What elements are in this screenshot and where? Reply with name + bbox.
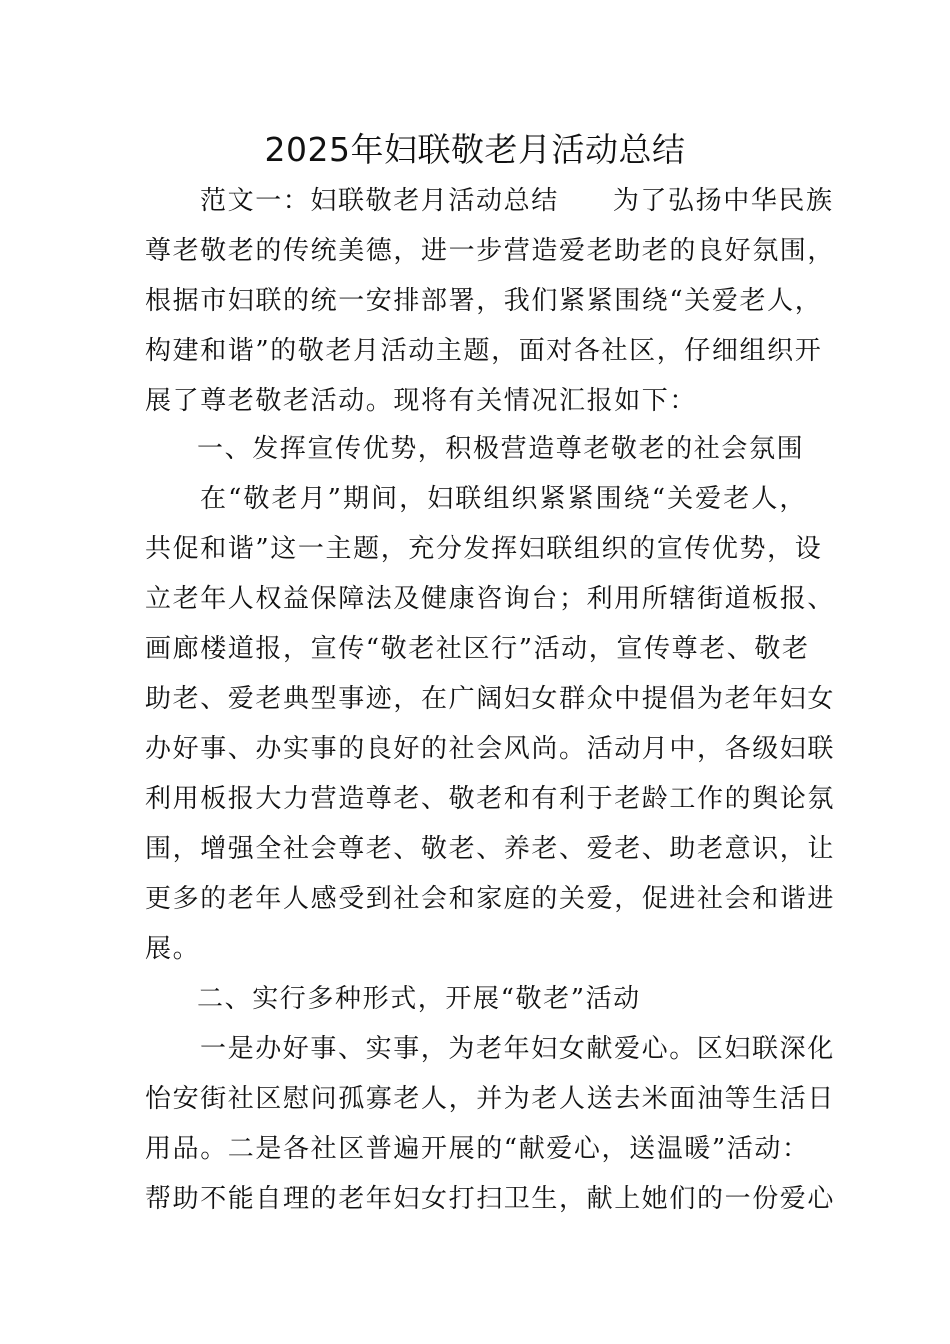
paragraph-line: 展了尊老敬老活动。现将有关情况汇报如下：: [145, 386, 698, 416]
document-title: 2025年妇联敬老月活动总结: [264, 130, 686, 169]
paragraph-line: 围，增强全社会尊老、敬老、养老、爱老、助老意识，让: [145, 834, 836, 864]
paragraph-line: 立老年人权益保障法及健康咨询台；利用所辖街道板报、: [145, 584, 836, 614]
paragraph-line: 利用板报大力营造尊老、敬老和有利于老龄工作的舆论氛: [145, 784, 836, 814]
paragraph-line: 一是办好事、实事，为老年妇女献爱心。区妇联深化: [200, 1034, 835, 1064]
sample-heading: 范文一：妇联敬老月活动总结: [200, 186, 559, 216]
section-heading: 二、实行多种形式，开展“敬老”活动: [197, 984, 641, 1014]
paragraph-line: 助老、爱老典型事迹，在广阔妇女群众中提倡为老年妇女: [145, 684, 836, 714]
paragraph-line: 在“敬老月”期间，妇联组织紧紧围绕“关爱老人，: [200, 484, 807, 514]
paragraph-line: 共促和谐”这一主题，充分发挥妇联组织的宣传优势，设: [145, 534, 823, 564]
paragraph-line: 办好事、办实事的良好的社会风尚。活动月中，各级妇联: [145, 734, 836, 764]
paragraph-line: 展。: [145, 934, 201, 964]
paragraph-text: 为了弘扬中华民族: [612, 186, 834, 216]
paragraph-line: 根据市妇联的统一安排部署，我们紧紧围绕“关爱老人，: [145, 286, 823, 316]
paragraph-line: 画廊楼道报，宣传“敬老社区行”活动，宣传尊老、敬老: [145, 634, 810, 664]
paragraph-line: 用品。二是各社区普遍开展的“献爱心，送温暖”活动：: [145, 1134, 810, 1164]
paragraph-line: 尊老敬老的传统美德，进一步营造爱老助老的良好氛围，: [145, 236, 836, 266]
paragraph-line: [200, 184, 834, 218]
paragraph-line: 帮助不能自理的老年妇女打扫卫生，献上她们的一份爱心: [145, 1184, 836, 1214]
section-heading: 一、发挥宣传优势，积极营造尊老敬老的社会氛围: [197, 434, 805, 464]
paragraph-line: 构建和谐”的敬老月活动主题，面对各社区，仔细组织开: [145, 336, 823, 366]
paragraph-line: 怡安街社区慰问孤寡老人，并为老人送去米面油等生活日: [145, 1084, 836, 1114]
paragraph-line: 更多的老年人感受到社会和家庭的关爱，促进社会和谐进: [145, 884, 836, 914]
